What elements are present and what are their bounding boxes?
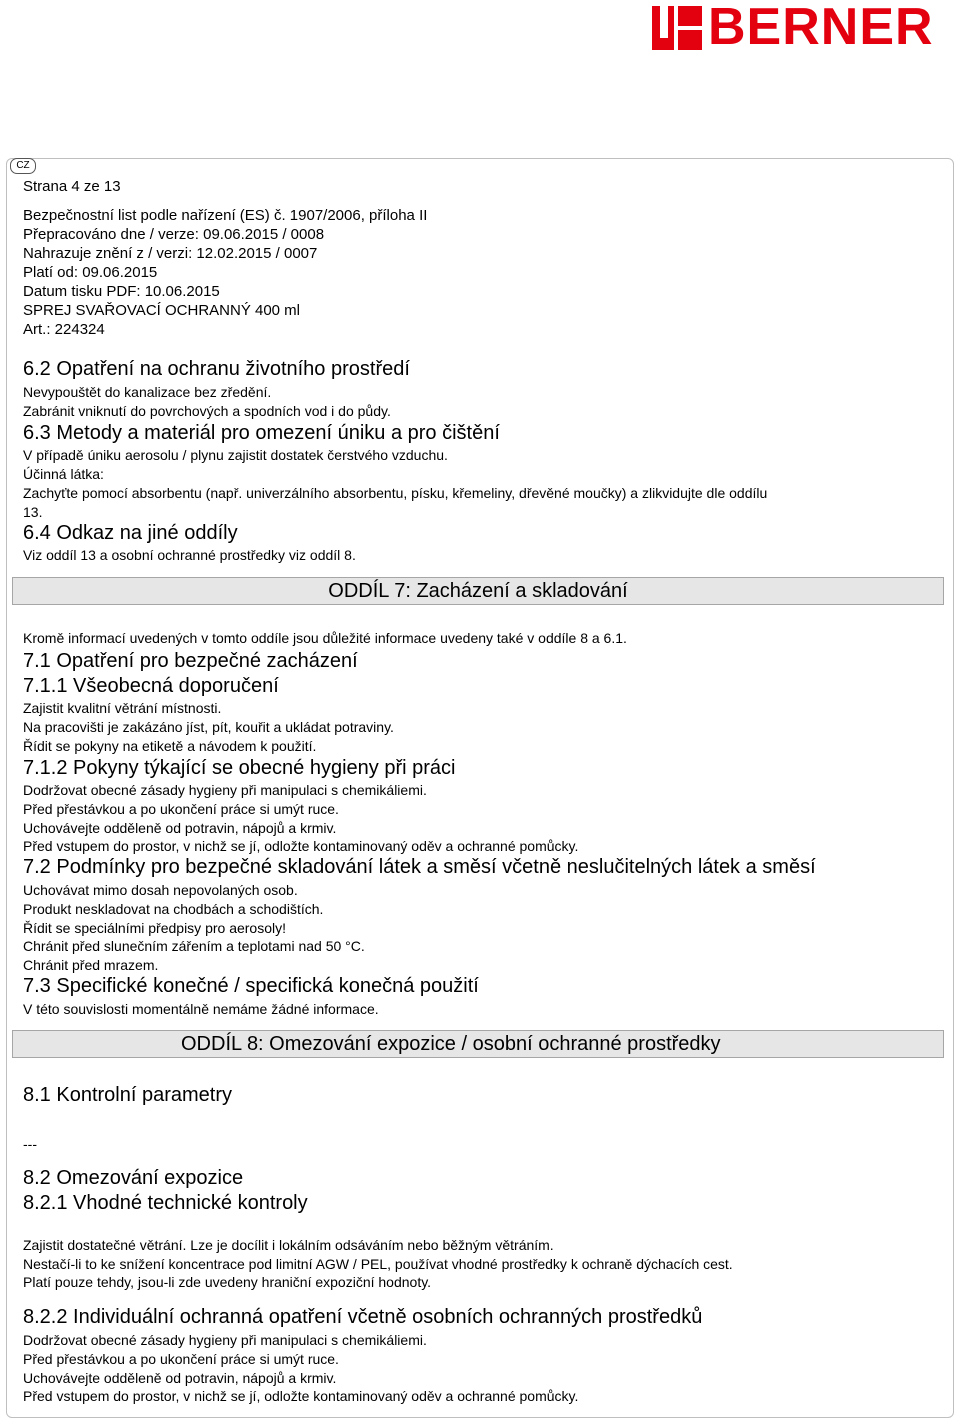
heading-6-2: 6.2 Opatření na ochranu životního prostředí — [23, 358, 410, 380]
text-line: Zajistit dostatečné větrání. Lze je docílit i lokálním odsáváním nebo běžným větráním. — [23, 1237, 554, 1253]
heading-8-2: 8.2 Omezování expozice — [23, 1167, 244, 1189]
heading-7-3: 7.3 Specifické konečné / specifická konečná použití — [23, 975, 479, 997]
section-8-title: ODDÍL 8: Omezování expozice / osobní ochranné prostředky — [181, 1033, 721, 1055]
page-number: Strana 4 ze 13 — [23, 178, 121, 195]
text-line: Zajistit kvalitní větrání místnosti. — [23, 700, 222, 716]
text-line: Produkt neskladovat na chodbách a schodištích. — [23, 901, 324, 917]
country-badge: CZ — [10, 158, 36, 174]
no-data-dash: --- — [23, 1136, 37, 1152]
berner-logo-text: BERNER — [708, 0, 934, 56]
berner-logo-mark — [652, 6, 702, 50]
text-line: Řídit se speciálními předpisy pro aerosoly! — [23, 920, 287, 936]
heading-6-4: 6.4 Odkaz na jiné oddíly — [23, 522, 238, 544]
text-line: Viz oddíl 13 a osobní ochranné prostředky viz oddíl 8. — [23, 547, 356, 563]
header-replaces: Nahrazuje znění z / verzi: 12.02.2015 / 0007 — [23, 245, 318, 262]
heading-8-1: 8.1 Kontrolní parametry — [23, 1084, 232, 1106]
text-line: V této souvislosti momentálně nemáme žádné informace. — [23, 1001, 379, 1017]
text-line: Nestačí-li to ke snížení koncentrace pod limitní AGW / PEL, používat vhodné prostředky k ochraně dýchacích cest. — [23, 1256, 733, 1272]
text-line: Zachyťte pomocí absorbentu (např. univerzálního absorbentu, písku, křemeliny, dřevěné moučky) a zlikvidujte dle oddílu — [23, 485, 768, 501]
text-line: Před přestávkou a po ukončení práce si umýt ruce. — [23, 801, 339, 817]
heading-7-1: 7.1 Opatření pro bezpečné zacházení — [23, 650, 358, 672]
heading-7-1-2: 7.1.2 Pokyny týkající se obecné hygieny při práci — [23, 757, 456, 779]
text-line: Řídit se pokyny na etiketě a návodem k použití. — [23, 738, 317, 754]
text-line: V případě úniku aerosolu / plynu zajistit dostatek čerstvého vzduchu. — [23, 447, 448, 463]
text-line: Nevypouštět do kanalizace bez zředění. — [23, 384, 272, 400]
berner-logo — [652, 0, 956, 56]
text-line: Před vstupem do prostor, v nichž se jí, odložte kontaminovaný oděv a ochranné pomůcky. — [23, 1388, 579, 1404]
section-7-title: ODDÍL 7: Zacházení a skladování — [328, 580, 628, 602]
heading-8-2-1: 8.2.1 Vhodné technické kontroly — [23, 1192, 308, 1214]
text-line: Chránit před slunečním zářením a teplotami nad 50 °C. — [23, 938, 365, 954]
header-revision: Přepracováno dne / verze: 09.06.2015 / 0008 — [23, 226, 325, 243]
text-line: Dodržovat obecné zásady hygieny při manipulaci s chemikáliemi. — [23, 782, 427, 798]
text-line: Účinná látka: — [23, 466, 104, 482]
text-line: Uchovávejte odděleně od potravin, nápojů a krmiv. — [23, 1370, 337, 1386]
section-7-intro: Kromě informací uvedených v tomto oddíle jsou důležité informace uvedeny také v oddíle 8 a 6.1. — [23, 630, 627, 646]
header-regulation: Bezpečnostní list podle nařízení (ES) č. 1907/2006, příloha II — [23, 207, 428, 224]
heading-8-2-2: 8.2.2 Individuální ochranná opatření včetně osobních ochranných prostředků — [23, 1306, 703, 1328]
text-line: Dodržovat obecné zásady hygieny při manipulaci s chemikáliemi. — [23, 1332, 427, 1348]
heading-7-2: 7.2 Podmínky pro bezpečné skladování látek a směsí včetně neslučitelných látek a směsí — [23, 856, 816, 878]
text-line: Před přestávkou a po ukončení práce si umýt ruce. — [23, 1351, 339, 1367]
text-line: Na pracovišti je zakázáno jíst, pít, kouřit a ukládat potraviny. — [23, 719, 394, 735]
section-7-header — [12, 577, 944, 605]
text-line: Zabránit vniknutí do povrchových a spodních vod i do půdy. — [23, 403, 391, 419]
text-line: 13. — [23, 504, 43, 520]
header-product: SPREJ SVAŘOVACÍ OCHRANNÝ 400 ml — [23, 302, 301, 319]
header-article: Art.: 224324 — [23, 321, 105, 338]
text-line: Chránit před mrazem. — [23, 957, 159, 973]
heading-7-1-1: 7.1.1 Všeobecná doporučení — [23, 675, 279, 697]
heading-6-3: 6.3 Metody a materiál pro omezení úniku a pro čištění — [23, 422, 500, 444]
text-line: Uchovávejte odděleně od potravin, nápojů a krmiv. — [23, 820, 337, 836]
header-valid-from: Platí od: 09.06.2015 — [23, 264, 158, 281]
text-line: Platí pouze tehdy, jsou-li zde uvedeny hraniční expoziční hodnoty. — [23, 1274, 432, 1290]
text-line: Uchovávat mimo dosah nepovolaných osob. — [23, 882, 298, 898]
text-line: Před vstupem do prostor, v nichž se jí, odložte kontaminovaný oděv a ochranné pomůcky. — [23, 838, 579, 854]
header-print-date: Datum tisku PDF: 10.06.2015 — [23, 283, 220, 300]
section-8-header — [12, 1030, 944, 1058]
